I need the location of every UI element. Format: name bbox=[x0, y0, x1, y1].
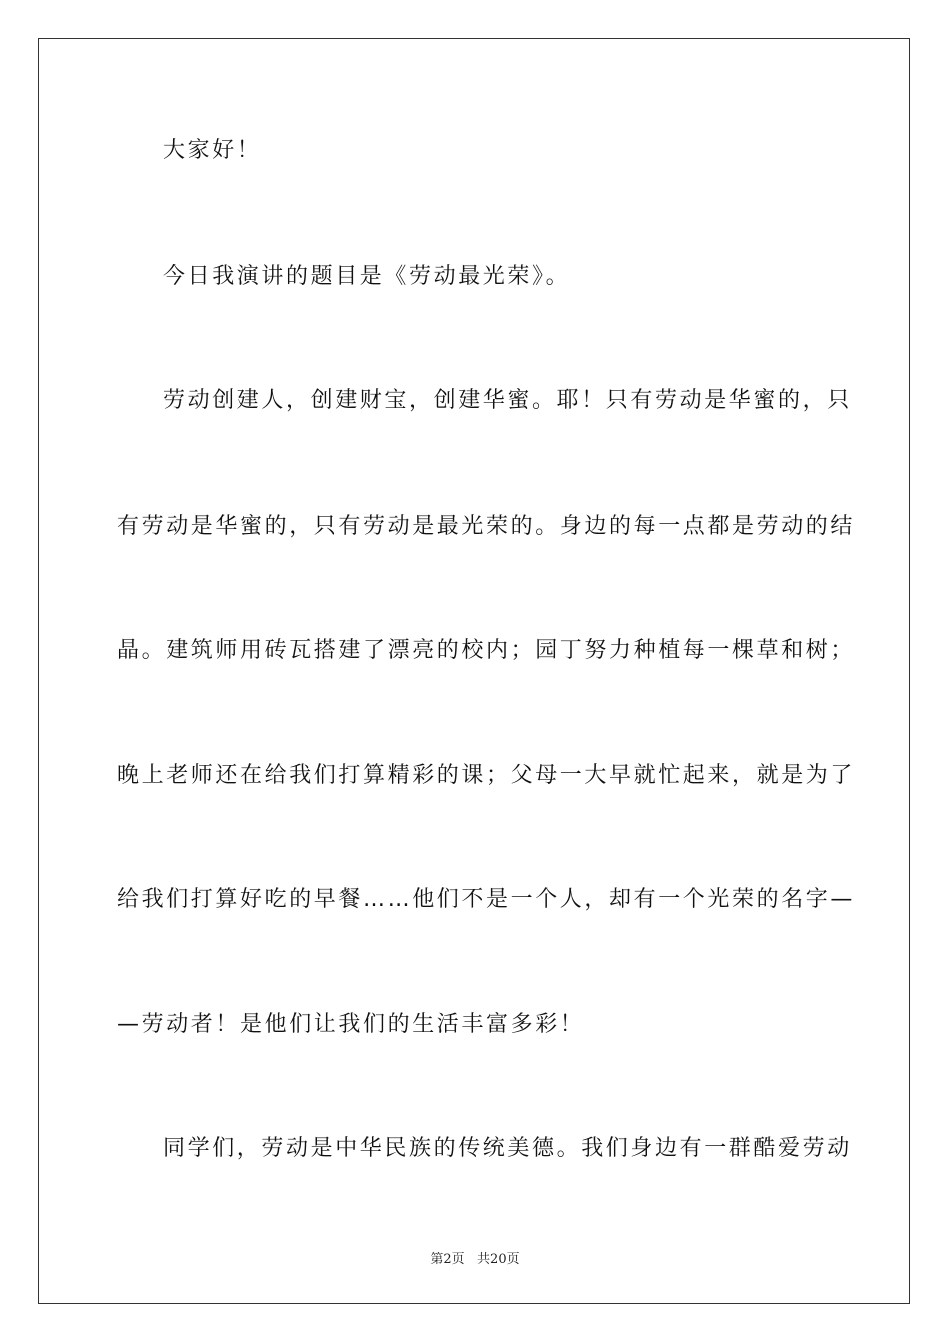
page-border bbox=[38, 38, 910, 1304]
greeting-line: 大家好！ bbox=[163, 138, 262, 163]
paragraph-line: 同学们，劳动是中华民族的传统美德。我们身边有一群酷爱劳动 bbox=[163, 1136, 852, 1161]
paragraph-line: —劳动者！是他们让我们的生活丰富多彩！ bbox=[117, 1012, 585, 1037]
paragraph-line: 劳动创建人，创建财宝，创建华蜜。耶！只有劳动是华蜜的，只 bbox=[163, 388, 852, 413]
paragraph-line: 有劳动是华蜜的，只有劳动是最光荣的。身边的每一点都是劳动的结 bbox=[117, 514, 856, 539]
title-line: 今日我演讲的题目是《劳动最光荣》。 bbox=[163, 264, 571, 289]
paragraph-line: 晚上老师还在给我们打算精彩的课；父母一大早就忙起来，就是为了 bbox=[117, 763, 856, 788]
page-number-footer: 第2页 共20页 bbox=[430, 1252, 520, 1267]
paragraph-line: 给我们打算好吃的早餐……他们不是一个人，却有一个光荣的名字— bbox=[117, 887, 856, 912]
paragraph-line: 晶。建筑师用砖瓦搭建了漂亮的校内；园丁努力种植每一棵草和树； bbox=[117, 638, 856, 663]
